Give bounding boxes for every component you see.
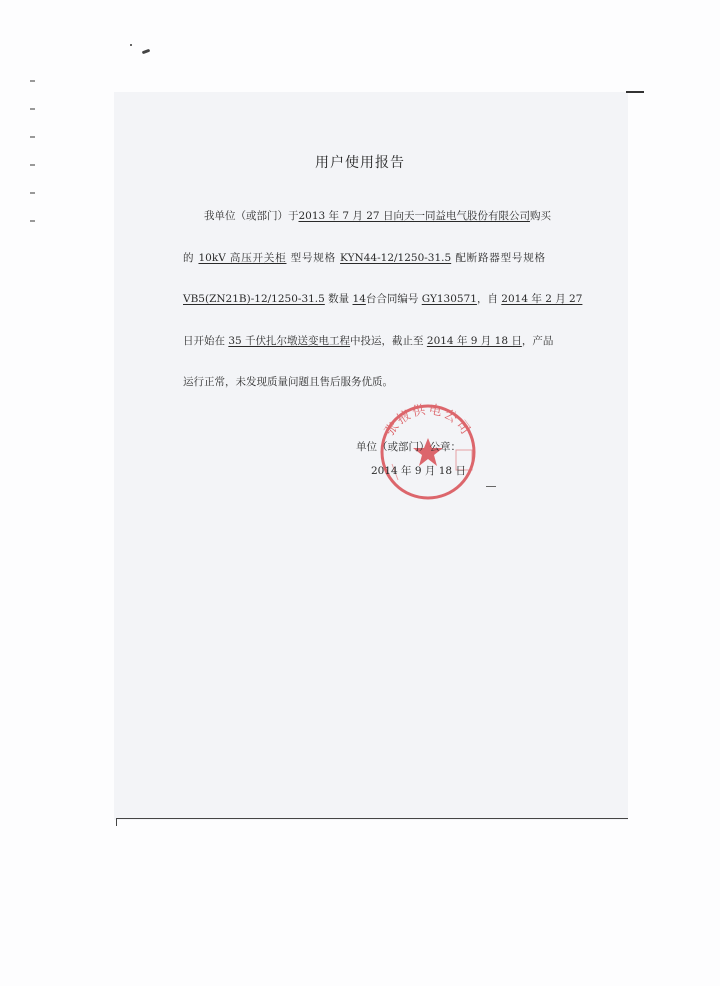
product-model: KYN44-12/1250-31.5 [340, 252, 452, 264]
end-date: 2014 年 9 月 18 日 [426, 335, 522, 347]
paragraph-line-2: 的 10kV 高压开关柜 型号规格 KYN44-12/1250-31.5 配断路器型号规格 [183, 252, 546, 264]
page-title: 用户使用报告 [315, 155, 405, 171]
paragraph-line-5: 运行正常，未发现质量问题且售后服务优质。 [183, 376, 393, 388]
quantity: 14 [352, 293, 366, 305]
start-date: 2014 年 2 月 27 [501, 293, 583, 305]
paragraph-line-3: VB5(ZN21B)-12/1250-31.5 数量 14台合同编号 GY130571，自 2014 年 2 月 27 [183, 293, 583, 305]
signature-date: 2014 年 9 月 18 日 [371, 465, 466, 477]
svg-text:张掖供电公司: 张掖供电公司 [382, 402, 474, 439]
breaker-model: VB5(ZN21B)-12/1250-31.5 [183, 293, 325, 305]
paragraph-line-4: 日开始在 35 千伏扎尔墩送变电工程中投运，截止至 2014 年 9 月 18 日，产品 [183, 335, 554, 347]
top-rule [626, 91, 644, 93]
seal-label: 单位（或部门）公章： [356, 441, 461, 453]
purchase-date-supplier: 2013 年 7 月 27 日向天一同益电气股份有限公司 [298, 210, 530, 222]
product-name: 10kV 高压开关柜 [198, 252, 287, 264]
scan-mark [486, 486, 496, 487]
bottom-rule [116, 818, 628, 819]
project-name: 35 千伏扎尔墩送变电工程 [228, 335, 351, 347]
scan-speck [142, 49, 151, 55]
paragraph-line-1: 我单位（或部门）于2013 年 7 月 27 日向天一同益电气股份有限公司购买 [204, 210, 551, 222]
scan-speck [130, 44, 132, 46]
contract-number: GY130571 [421, 293, 477, 305]
